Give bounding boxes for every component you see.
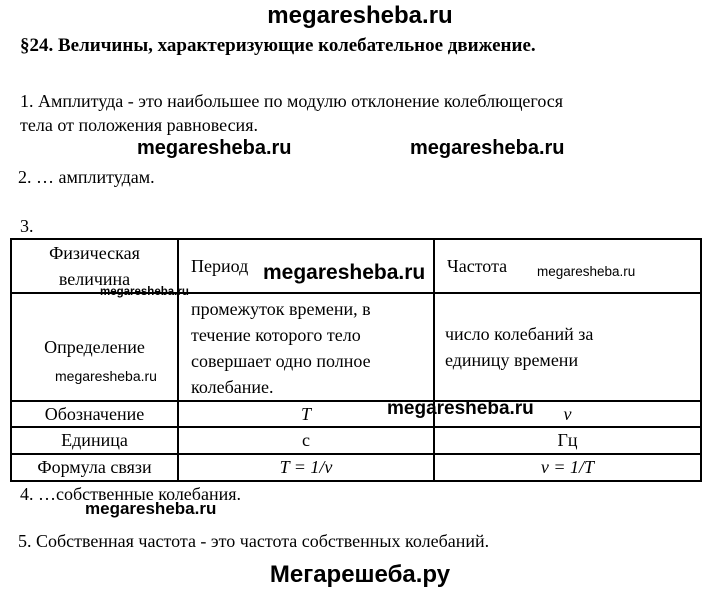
header-frequency: Частота bbox=[434, 239, 701, 293]
cell-definition-period bbox=[178, 293, 434, 401]
cell-formula-frequency: ν = 1/T bbox=[434, 454, 701, 481]
cell-unit-frequency: Гц bbox=[434, 427, 701, 454]
paragraph-item5: 5. Собственная частота - это частота собственных колебаний. bbox=[18, 531, 490, 551]
header-period: Период bbox=[178, 239, 434, 293]
cell-unit-period: с bbox=[178, 427, 434, 454]
definition-frequency-text: число колебаний за единицу времени bbox=[445, 324, 594, 370]
site-header-watermark: megaresheba.ru bbox=[267, 2, 453, 29]
cell-symbol-frequency: ν bbox=[434, 401, 701, 427]
paragraph-item4: 4. …собственные колебания. bbox=[20, 484, 241, 504]
cell-formula-period: T = 1/ν bbox=[178, 454, 434, 481]
watermark-text: megaresheba.ru bbox=[537, 264, 636, 279]
cell-symbol-label: Обозначение bbox=[11, 401, 178, 427]
watermark-text: megaresheba.ru bbox=[387, 398, 534, 419]
paragraph-item2: 2. … амплитудам. bbox=[18, 167, 155, 187]
watermark-text: megaresheba.ru bbox=[410, 137, 565, 159]
table-row-formula bbox=[11, 454, 701, 481]
page-title: §24. Величины, характеризующие колебательное движение. bbox=[20, 35, 536, 56]
cell-unit-label: Единица bbox=[11, 427, 178, 454]
footer-brand: Мегарешеба.ру bbox=[269, 561, 451, 588]
table-row-definition bbox=[11, 293, 701, 401]
header-physical-quantity bbox=[11, 239, 178, 293]
paragraph-amplitude-definition: 1. Амплитуда - это наибольшее по модулю отклонение колеблющегося тела от положения равновесия. bbox=[20, 91, 564, 135]
cell-definition-label: Определение bbox=[11, 293, 178, 401]
watermark-text: megaresheba.ru bbox=[85, 499, 217, 518]
cell-symbol-period: T bbox=[178, 401, 434, 427]
paragraph-item3-label: 3. bbox=[20, 216, 34, 236]
table-row-unit bbox=[11, 427, 701, 454]
cell-formula-label: Формула связи bbox=[11, 454, 178, 481]
watermark-text: megaresheba.ru bbox=[263, 261, 426, 284]
watermark-text: megaresheba.ru bbox=[137, 137, 292, 159]
definition-period-text: промежуток времени, в течение которого тело совершает одно полное колебание. bbox=[191, 299, 371, 397]
table-row-symbol bbox=[11, 401, 701, 427]
cell-definition-frequency bbox=[434, 293, 701, 401]
watermark-text: megaresheba.ru bbox=[55, 368, 157, 384]
watermark-text: megaresheba.ru bbox=[100, 286, 189, 298]
header-physical-quantity-label: Физическая величина bbox=[49, 243, 140, 289]
